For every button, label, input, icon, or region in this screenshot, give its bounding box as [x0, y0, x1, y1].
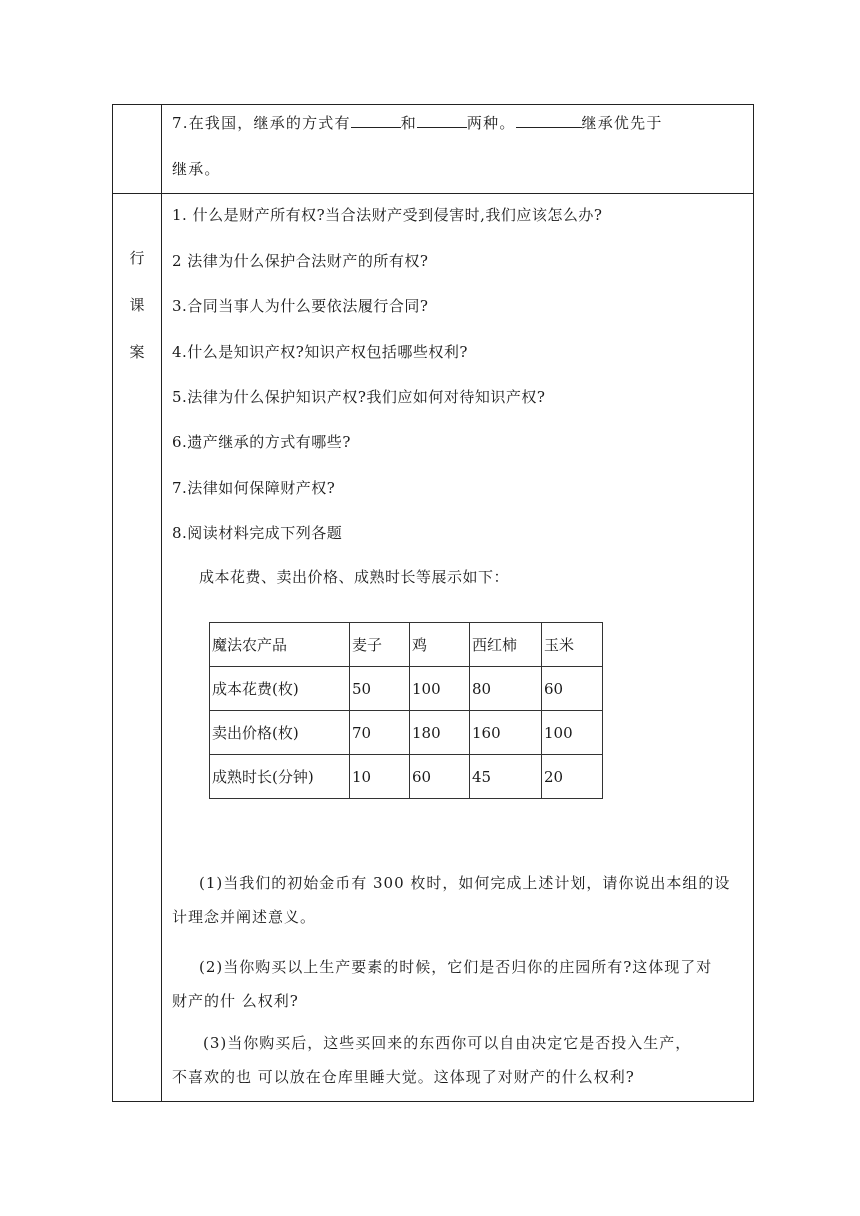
table-header-cell: 玉米	[542, 623, 603, 667]
side-label-char-1: 行	[129, 249, 145, 267]
row-divider	[112, 193, 754, 194]
table-cell: 80	[470, 667, 542, 711]
table-cell: 10	[350, 755, 410, 799]
q7-text-a: 7.在我国，继承的方式有	[172, 114, 351, 132]
blank-1	[351, 113, 401, 128]
sub-question-2-line2: 财产的什 么权利?	[172, 992, 299, 1010]
table-cell: 70	[350, 711, 410, 755]
q7-text-d: 继承优先于	[581, 114, 663, 132]
table-cell: 45	[470, 755, 542, 799]
q7-line2: 继承。	[172, 160, 221, 178]
table-cell: 20	[542, 755, 603, 799]
table-intro: 成本花费、卖出价格、成熟时长等展示如下：	[199, 568, 510, 586]
table-cell: 卖出价格(枚)	[210, 711, 350, 755]
table-cell: 60	[410, 755, 470, 799]
question-3: 3.合同当事人为什么要依法履行合同?	[172, 297, 429, 315]
table-header-cell: 麦子	[350, 623, 410, 667]
sub-question-3-line1: (3)当你购买后，这些买回来的东西你可以自由决定它是否投入生产，	[203, 1034, 692, 1052]
question-8: 8.阅读材料完成下列各题	[172, 524, 343, 542]
table-row	[210, 667, 603, 711]
table-cell: 成熟时长(分钟)	[210, 755, 350, 799]
table-header-row	[210, 623, 603, 667]
side-label-char-2: 课	[129, 296, 145, 314]
fill-blank-question-7	[172, 112, 663, 133]
table-cell: 160	[470, 711, 542, 755]
table-header-cell: 鸡	[410, 623, 470, 667]
table-header-cell: 西红柿	[470, 623, 542, 667]
question-1: 1. 什么是财产所有权?当合法财产受到侵害时,我们应该怎么办?	[172, 206, 603, 224]
question-2: 2 法律为什么保护合法财产的所有权?	[172, 252, 429, 270]
question-7: 7.法律如何保障财产权?	[172, 479, 336, 497]
side-label-char-3: 案	[129, 343, 145, 361]
farm-products-table	[209, 622, 603, 799]
question-4: 4.什么是知识产权?知识产权包括哪些权利?	[172, 343, 468, 361]
table-cell: 100	[410, 667, 470, 711]
table-header-cell: 魔法农产品	[210, 623, 350, 667]
table-cell: 100	[542, 711, 603, 755]
question-5: 5.法律为什么保护知识产权?我们应如何对待知识产权?	[172, 388, 546, 406]
sub-question-1-line2: 计理念并阐述意义。	[172, 908, 317, 926]
table-row	[210, 755, 603, 799]
column-divider	[161, 104, 162, 1102]
table-cell: 60	[542, 667, 603, 711]
table-cell: 180	[410, 711, 470, 755]
sub-question-2-line1: (2)当你购买以上生产要素的时候，它们是否归你的庄园所有?这体现了对	[199, 958, 713, 976]
table-row	[210, 711, 603, 755]
sub-question-1-line1: (1)当我们的初始金币有 300 枚时，如何完成上述计划，请你说出本组的设	[199, 874, 731, 892]
sub-question-3-line2: 不喜欢的也 可以放在仓库里睡大觉。这体现了对财产的什么权利?	[172, 1068, 635, 1086]
table-cell: 成本花费(枚)	[210, 667, 350, 711]
q7-text-c: 两种。	[466, 114, 516, 132]
table-cell: 50	[350, 667, 410, 711]
question-6: 6.遗产继承的方式有哪些?	[172, 433, 351, 451]
blank-3	[516, 113, 582, 128]
q7-text-b: 和	[400, 114, 417, 132]
blank-2	[417, 113, 467, 128]
